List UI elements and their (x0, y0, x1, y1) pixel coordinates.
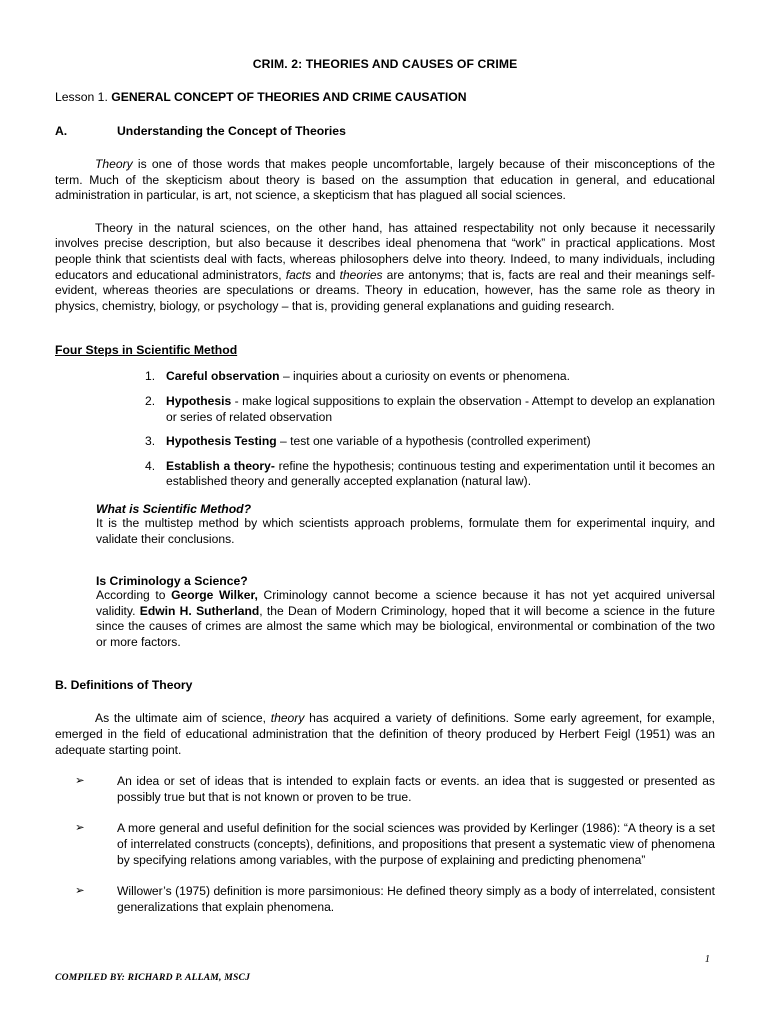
bold-edwin-sutherland: Edwin H. Sutherland (139, 603, 260, 618)
list-item-text: An idea or set of ideas that is intended to explain facts or events. an idea that is suggested or presented as possibly true but that is not known or proven to be true. (117, 774, 715, 804)
paragraph-natural-sciences-part1: Theory in the natural sciences, on the other hand, has attained respectability not only because it necessarily involves precise description, but also because it describes ideal phenomena that “work” in practical applications. Most people think that scientists deal with facts, whereas philosophers delve into theory. Indeed, to many individuals, including educators and educational administrators, (55, 220, 715, 282)
definitions-intro-part2: has acquired a variety of definitions. Some early agreement, for example, emerged in the field of educational administration that the definition of theory produced by Herbert Feigl (1951) was an adequate starting point. (55, 711, 715, 757)
italic-theory-lead: Theory (95, 157, 133, 171)
arrow-bullet-icon: ➢ (75, 773, 85, 788)
list-item-term: Hypothesis Testing (166, 434, 277, 449)
italic-theories: theories (339, 267, 383, 282)
lesson-title: GENERAL CONCEPT OF THEORIES AND CRIME CAUSATION (111, 90, 467, 104)
list-item (145, 394, 715, 425)
list-item (145, 369, 715, 385)
list-item-text: – test one variable of a hypothesis (controlled experiment) (276, 434, 591, 449)
list-item (145, 459, 715, 490)
four-steps-heading: Four Steps in Scientific Method (55, 343, 238, 358)
footer-credit: COMPILED BY: RICHARD P. ALLAM, MSCJ (55, 972, 251, 983)
list-item (74, 884, 715, 915)
lesson-label: Lesson 1. (55, 90, 108, 104)
paragraph-natural-sciences-part3: are antonyms; that is, facts are real and their meanings self-evident, whereas theories are speculations or dreams. Theory in education, however, has the same role as theory in physics, chemistry, biology, or psychology – that is, providing general explanations and guiding research. (55, 267, 716, 313)
list-item (145, 434, 715, 450)
section-a-heading (55, 104, 715, 138)
list-item (74, 774, 715, 805)
arrow-bullet-icon: ➢ (75, 883, 85, 898)
page-number: 1 (704, 954, 710, 965)
criminology-part3: , the Dean of Modern Criminology, hoped that it will become a science in the future since the causes of crimes are almost the same which may be biological, environmental or combination of the two or more factors. (96, 603, 715, 649)
paragraph-theory-intro-text: is one of those words that makes people uncomfortable, largely because of their misconceptions of the term. Much of the skepticism about theory is based on the assumption that education in general, and educational administration in particular, is art, not science, a skepticism that has plagued all social sciences. (55, 157, 715, 203)
list-item-term: Careful observation (166, 369, 280, 384)
italic-theory-word: theory (270, 711, 305, 726)
criminology-science-heading: Is Criminology a Science? (96, 574, 248, 589)
paragraph-definitions-intro (55, 692, 715, 758)
list-item-number: 2. (145, 393, 156, 408)
list-item-text: – inquiries about a curiosity on events or phenomena. (279, 369, 571, 384)
paragraph-natural-sciences-part2: and (311, 267, 340, 282)
lesson-heading (55, 71, 715, 104)
list-item-number: 1. (145, 369, 156, 384)
scientific-method-heading: What is Scientific Method? (96, 501, 252, 516)
definitions-intro-part1: As the ultimate aim of science, (95, 711, 271, 726)
italic-facts: facts (285, 267, 312, 282)
list-item-term: Hypothesis (166, 393, 232, 408)
section-a-title: Understanding the Concept of Theories (117, 124, 346, 138)
section-a-letter: A. (55, 124, 68, 138)
paragraph-theory-intro (55, 138, 715, 204)
list-item-number: 4. (145, 458, 156, 473)
criminology-part2: Criminology cannot become a science because it has not yet acquired universal validity. (96, 588, 715, 618)
page-footer (55, 954, 715, 1024)
bold-george-wilker: George Wilker, (171, 588, 258, 603)
criminology-science-body (55, 588, 715, 650)
criminology-part1: According to (96, 588, 172, 603)
scientific-method-body: It is the multistep method by which scientists approach problems, formulate them for experimental inquiry, and validate their conclusions. (96, 515, 715, 546)
section-b-heading: B. Definitions of Theory (55, 678, 193, 693)
definitions-bullet-list (55, 758, 715, 915)
list-item-text: refine the hypothesis; continuous testing and experimentation until it becomes an established theory and generally accepted explanation (natural law). (166, 458, 715, 489)
paragraph-natural-sciences (55, 204, 715, 315)
list-item-number: 3. (145, 434, 156, 449)
page-content (55, 0, 715, 931)
arrow-bullet-icon: ➢ (75, 820, 85, 835)
four-steps-list (55, 357, 715, 490)
list-item (74, 821, 715, 868)
list-item-text: A more general and useful definition for the social sciences was provided by Kerlinger (1986): “A theory is a set of interrelated constructs (concepts), definitions, and propositions that present a systematic view of phenomena by specifying relations among variables, with the purpose of explaining and predicting phenomena” (117, 821, 715, 867)
document-title: CRIM. 2: THEORIES AND CAUSES OF CRIME (252, 57, 518, 71)
list-item-term: Establish a theory- (166, 458, 275, 473)
list-item-text: Willower’s (1975) definition is more parsimonious: He defined theory simply as a body of interrelated, consistent generalizations that explain phenomena. (117, 884, 715, 914)
list-item-text: - make logical suppositions to explain the observation - Attempt to develop an explanation or series of related observation (166, 393, 715, 424)
